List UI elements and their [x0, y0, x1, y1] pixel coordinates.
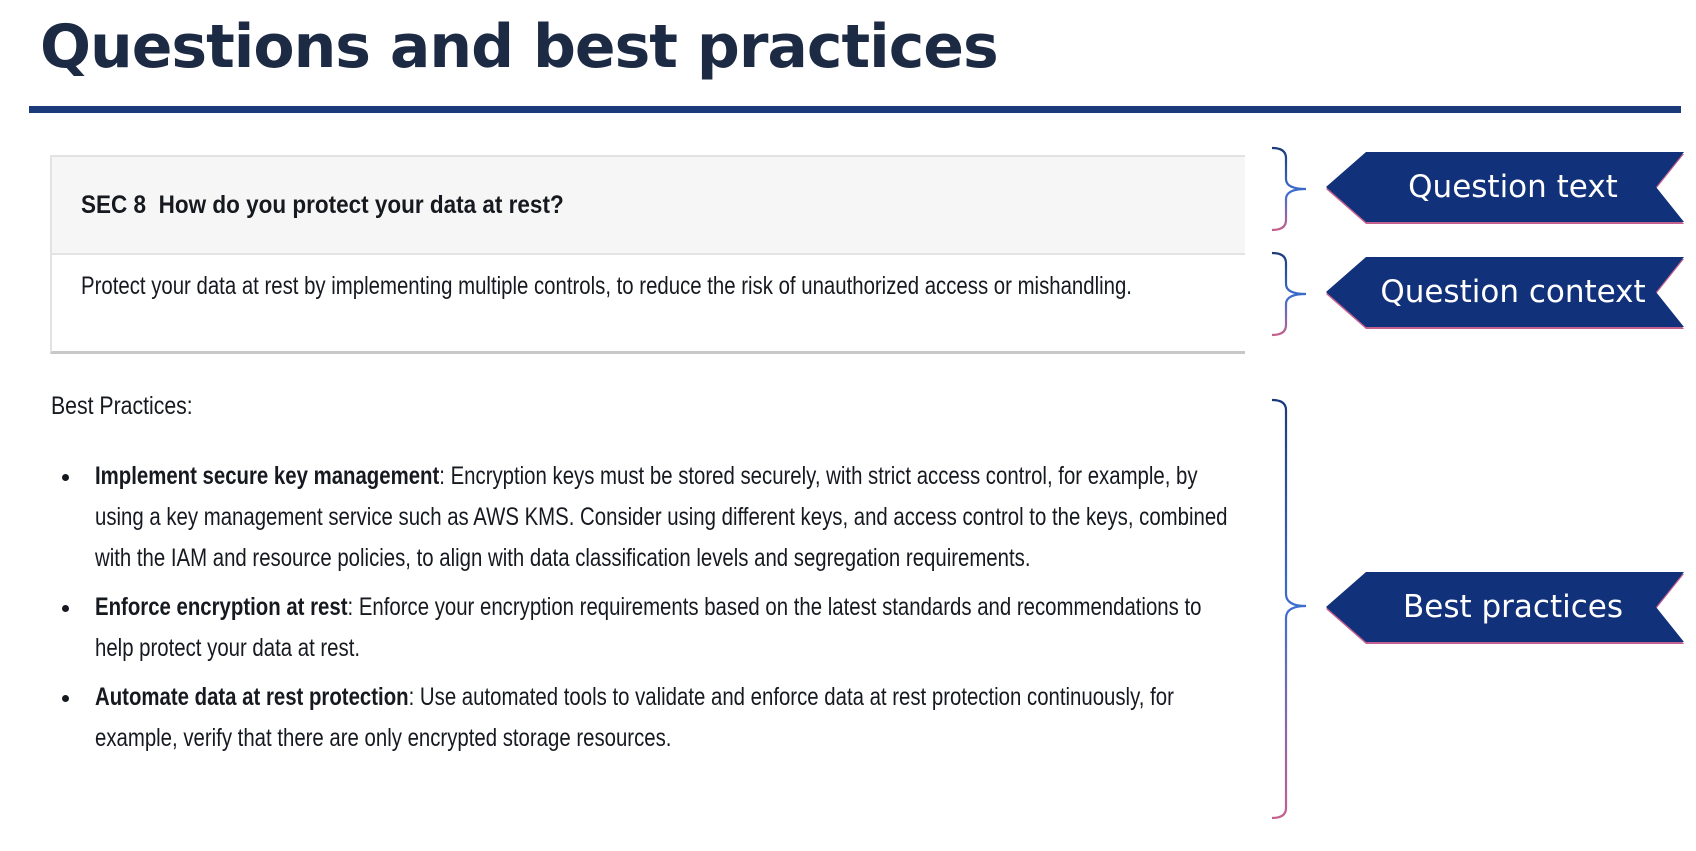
title-divider [29, 106, 1681, 113]
page-title: Questions and best practices [40, 12, 998, 82]
question-text-bracket-icon [1270, 146, 1308, 232]
bullet-icon [62, 605, 69, 612]
question-panel [50, 155, 1245, 354]
callout-label: Best practices [1403, 589, 1623, 625]
question-context-callout [1326, 257, 1684, 327]
callout-label: Question context [1380, 274, 1646, 310]
best-practices-callout [1326, 572, 1684, 642]
question-context-bracket-icon [1270, 251, 1308, 337]
question-text-callout [1326, 152, 1684, 222]
best-practice-description: : Use automated tools to validate and enforce data at rest protection continuously, for example, verify that there are only encrypted storage resources. [95, 683, 1174, 752]
best-practices-heading: Best Practices: [51, 392, 193, 420]
bullet-icon [62, 695, 69, 702]
best-practice-description: : Encryption keys must be stored securely, with strict access control, for example, by using a key management service such as AWS KMS. Consider using different keys, and access control to the keys, combined with the IAM and resource policies, to align with data classification levels and segregation requirements. [95, 462, 1228, 572]
question-header [52, 157, 1245, 255]
question-context-box [52, 255, 1245, 306]
best-practices-list [59, 456, 1254, 767]
question-context: Protect your data at rest by implementing multiple controls, to reduce the risk of unauthorized access or mishandling. [81, 272, 1132, 300]
list-item [59, 456, 1254, 579]
best-practice-name: Enforce encryption at rest [95, 593, 348, 621]
list-item [59, 677, 1254, 759]
best-practices-bracket-icon [1270, 398, 1308, 820]
callout-label: Question text [1408, 169, 1618, 205]
question-code: SEC 8 [81, 190, 147, 219]
best-practice-name: Automate data at rest protection [95, 683, 409, 711]
bullet-icon [62, 474, 69, 481]
question-text: How do you protect your data at rest? [158, 190, 564, 219]
best-practice-description: : Enforce your encryption requirements based on the latest standards and recommendations to help protect your data at rest. [95, 593, 1202, 662]
best-practice-name: Implement secure key management [95, 462, 440, 490]
list-item [59, 587, 1254, 669]
